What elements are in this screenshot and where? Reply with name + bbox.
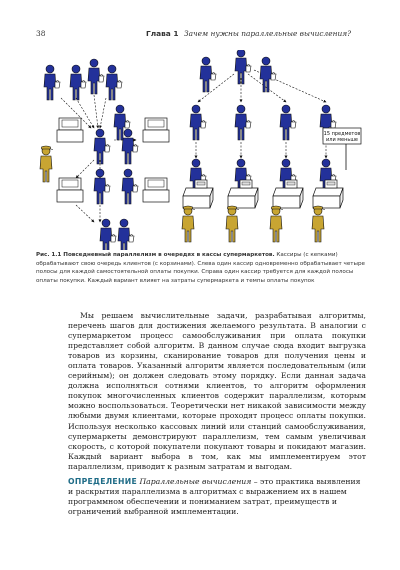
figure-caption [36, 251, 366, 285]
main-paragraph [68, 311, 366, 472]
chapter-label: Глава 1 [146, 29, 179, 38]
left-self-checkout-scene [40, 59, 169, 250]
supermarket-figure [36, 50, 366, 250]
sign-text-line-2: или меньше [326, 137, 358, 143]
chapter-title: Зачем нужны параллельные вычисления? [184, 29, 352, 38]
caption-lead: Рис. 1.1 Повседневный параллелизм в очередях в кассы супермаркетов. [36, 252, 275, 258]
paragraph-text: Мы решаем вычислительные задачи, разрабатывая алгоритмы, перечень шагов для достижения желаемого результата. В аналогии с супермаркетом процесс самообслуживания при оплата покупки представляет собой алгоритм. В данном случае сюда входит выгрузка товаров из корзины, сканирование товаров для получения цены и оплата товаров. Указанный алгоритм является последовательным (или серийным); он должен следовать этому порядку. Если данная задача должна исполняться сотнями клиентов, то алгоритм оформления покупок многочисленных клиентов содержит параллелизм, которым можно воспользоваться. Теоретически нет никакой зависимости между любыми двумя клиентами, которые проходят процесс оплаты покупки. Используя несколько кассовых линий или станций самообслуживания, супермаркеты демонстрируют параллелизм, тем самым увеличивая скорость, с которой покупатели покупают товары и покидают магазин. Каждый вариант выбора в том, как мы имплементируем этот параллелизм, приводит к разным затратам и выгодам. [68, 311, 366, 471]
caption-text: Кассиры (с кепками) обрабатывают свою очередь клиентов (с корзинами). Слева один кассир одновременно обрабатывает четыре полосы для каждой самостоятельной оплаты покупки. Справа один кассир требуется для каждой полосы оплаты покупки. Каждый вариант влияет на затраты супермаркета и темпы оплаты покупок [36, 252, 365, 284]
definition-label: ОПРЕДЕЛЕНИЕ [68, 477, 138, 486]
definition-block [68, 477, 366, 517]
definition-term: Параллельные вычисления [139, 477, 252, 486]
running-header [36, 29, 364, 43]
right-cashier-lanes-scene [182, 50, 361, 242]
page-number: 38 [36, 29, 46, 38]
definition-text: – это практика выявления и раскрытия параллелизма в алгоритмах с выражением их в нашем программном обеспечении и пониманием затрат, преимуществ и ограничений выбранной имплементации. [68, 477, 361, 517]
sign-text-line-1: 15 предметов [323, 131, 361, 137]
